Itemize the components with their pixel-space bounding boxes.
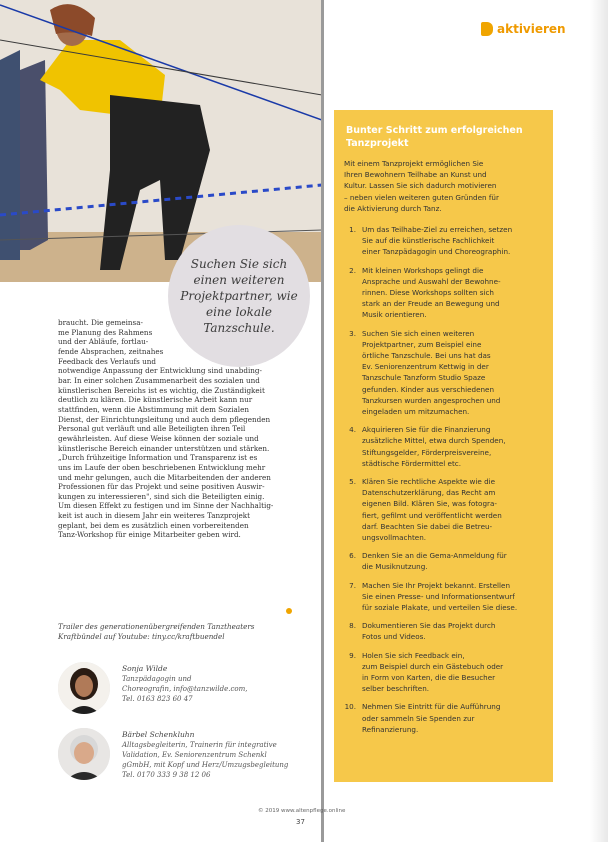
step-text — [362, 265, 546, 321]
contact-detail: Validation, Ev. Seniorenzentrum Schenkl — [122, 751, 267, 759]
step-line: darf. Beachten Sie dabei die Betreu- — [362, 521, 493, 531]
avatar — [58, 662, 110, 714]
pull-quote-text: Suchen Sie sich einen weiteren Projektpartner, wie eine lokale Tanzschule. — [180, 257, 298, 335]
article-line: künstlerische Bereich einander unterstützen und stärken. — [58, 443, 270, 453]
step-line: eigenen Bild. Klären Sie, was fotogra- — [362, 499, 497, 509]
article-line: gewährleisten. Auf diese Weise können der soziale und — [58, 433, 259, 443]
article-line: deutlich zu klären. Die künstlerische Arbeit kann nur — [58, 395, 253, 405]
step-number: 1. — [349, 225, 356, 234]
article-lines — [58, 318, 308, 540]
flag-icon — [481, 22, 493, 36]
step-line: städtische Fördermittel etc. — [362, 458, 462, 468]
step-line: Musik orientieren. — [362, 310, 427, 320]
article-line: künstlerischen Bereichs ist es wichtig, die Zuständigkeit — [58, 385, 265, 395]
article-line: und mehr gelungen, auch die Mitarbeitenden der anderen — [58, 472, 271, 482]
article-line: Dienst, der Einrichtungsleitung und auch dem pflegenden — [58, 414, 271, 424]
step-line: stark an der Freude an Bewegung und — [362, 299, 500, 309]
step-number: 7. — [349, 580, 356, 590]
step-line: Akquirieren Sie für die Finanzierung — [362, 425, 491, 435]
step-line: Ansprache und Auswahl der Bewohne- — [362, 276, 501, 286]
page-gutter — [321, 0, 324, 842]
step-text — [362, 476, 546, 543]
avatar — [58, 728, 110, 780]
step-line: in Form von Karten, die die Besucher — [362, 673, 496, 682]
step-line: fiert, gefilmt und veröffentlicht werden — [362, 510, 502, 520]
step-line: Sie auf die künstlerische Fachlichkeit — [362, 236, 495, 246]
step-text — [362, 580, 546, 614]
article-line: Professionen für das Projekt und seine positiven Auswir- — [58, 482, 265, 492]
article-line: und der Abläufe, fortlau- — [58, 337, 149, 347]
article-line: stattfinden, wenn die Abstimmung mit dem Sozialen — [58, 404, 249, 414]
step-line: zusätzliche Mittel, etwa durch Spenden, — [362, 436, 506, 446]
article-line: Personal gut verläuft und alle Beteiligten ihren Teil — [58, 424, 246, 434]
step-line: Holen Sie sich Feedback ein, — [362, 650, 465, 660]
step-line: Projektpartner, zum Beispiel eine — [362, 339, 482, 349]
step-line: die Musiknutzung. — [362, 562, 428, 572]
step-line: Mit kleinen Workshops gelingt die — [362, 265, 484, 275]
intro-line: Ihren Bewohnern Teilhabe an Kunst und — [344, 170, 487, 180]
article-line: keit ist auch in diesem Jahr ein weiteres Tanzprojekt — [58, 511, 251, 521]
checklist-title: Bunter Schritt zum erfolgreichen Tanzprojekt — [346, 125, 523, 149]
article-line: fende Absprachen, zeitnahes — [58, 346, 164, 356]
step-text — [362, 328, 546, 418]
step-line: Datenschutzerklärung, das Recht am — [362, 488, 496, 498]
step-line: Refinanzierung. — [362, 724, 419, 734]
step-number: 2. — [349, 265, 356, 275]
step-line: Sie einen Presse- und Informationsentwurf — [362, 591, 515, 601]
checklist-box — [334, 110, 553, 782]
contact-detail: Tanzpädagogin und — [122, 675, 192, 683]
step-number: 9. — [349, 650, 356, 660]
step-line: Stiftungsgelder, Förderpreisvereine, — [362, 447, 492, 457]
contact-detail: gGmbH, mit Kopf und Herz/Umzugsbegleitung — [122, 761, 289, 769]
article-body — [58, 318, 308, 540]
contact-name: Sonja Wilde — [122, 664, 168, 673]
contact-detail: Alltagsbegleiterin, Trainerin für integrative — [122, 741, 277, 749]
step-text — [362, 650, 546, 695]
article-line: Um diesen Effekt zu festigen und im Sinne der Nachhaltig- — [58, 501, 274, 511]
contact-name: Bärbel Schenkluhn — [122, 730, 195, 739]
intro-line: Kultur. Lassen Sie sich dadurch motivieren — [344, 181, 497, 191]
step-line: rinnen. Diese Workshops sollten sich — [362, 288, 494, 297]
step-number: 3. — [349, 328, 356, 338]
contact-detail: Choreografin, info@tanzwilde.com, — [122, 685, 248, 693]
article-line: bar. In einer solchen Zusammenarbeit des sozialen und — [58, 375, 260, 385]
step-line: Machen Sie Ihr Projekt bekannt. Erstellen — [362, 580, 511, 590]
intro-line: die Aktivierung durch Tanz. — [344, 203, 442, 213]
article-line: Tanz-Workshop für einige Mitarbeiter geben wird. — [58, 530, 241, 540]
checklist-intro — [344, 158, 544, 214]
caption-line: Trailer des generationenübergreifenden Tanztheaters — [58, 622, 255, 631]
article-line: Feedback des Verlaufs und — [58, 356, 157, 366]
step-line: eingeladen um mitzumachen. — [362, 407, 470, 417]
step-text — [362, 701, 546, 735]
step-line: Klären Sie rechtliche Aspekte wie die — [362, 477, 496, 486]
video-caption — [58, 622, 308, 642]
step-line: oder sammeln Sie Spenden zur — [362, 713, 475, 723]
brand-label: aktivieren — [497, 22, 566, 36]
article-line: me Planung des Rahmens — [58, 327, 153, 337]
contact-card — [58, 728, 318, 788]
step-line: Denken Sie an die Gema-Anmeldung für — [362, 551, 507, 561]
article-line: kungen zu interessieren", sind sich die Beteiligten einig. — [58, 491, 265, 501]
step-line: zum Beispiel durch ein Gästebuch oder — [362, 661, 504, 671]
step-line: gefunden. Kinder aus verschiedenen — [362, 384, 495, 394]
section-brand — [481, 22, 566, 36]
article-line: uns im Laufe der oben beschriebenen Entwicklung mehr — [58, 462, 266, 472]
step-line: Fotos und Videos. — [362, 632, 426, 642]
intro-line: – neben vielen weiteren guten Gründen für — [344, 192, 499, 202]
step-line: Tanzschule Tanzform Studio Spaze — [362, 373, 486, 383]
step-text — [362, 620, 546, 642]
step-line: Dokumentieren Sie das Projekt durch — [362, 621, 496, 631]
step-number: 10. — [344, 702, 356, 712]
step-line: örtliche Tanzschule. Bei uns hat das — [362, 351, 491, 360]
step-line: einer Tanzpädagogin und Choreographin. — [362, 247, 511, 257]
step-text — [362, 424, 546, 469]
article-line: notwendige Anpassung der Entwicklung sind unabding- — [58, 366, 262, 376]
contact-card — [58, 662, 318, 722]
step-number: 4. — [349, 425, 356, 435]
caption-line: Kraftbündel auf Youtube: tiny.cc/kraftbuendel — [58, 632, 225, 641]
end-marker-icon — [286, 608, 292, 614]
step-line: Suchen Sie sich einen weiteren — [362, 328, 475, 338]
footer-url: © 2019 www.altenpflege.online — [258, 808, 346, 814]
article-line: „Durch frühzeitige Information und Transparenz ist es — [58, 453, 258, 463]
step-line: Um das Teilhabe-Ziel zu erreichen, setzen — [362, 225, 513, 234]
step-line: für soziale Plakate, und verteilen Sie diese. — [362, 603, 518, 612]
article-line: geplant, bei dem es zusätzlich einen vorbereitenden — [58, 520, 249, 530]
step-line: Tanzkursen wurden angesprochen und — [362, 395, 501, 405]
step-number: 6. — [349, 551, 356, 561]
page-number: 37 — [296, 818, 305, 826]
step-text — [362, 550, 546, 572]
step-text — [362, 224, 546, 258]
step-line: Nehmen Sie Eintritt für die Aufführung — [362, 702, 501, 712]
step-line: ungsvollmachten. — [362, 533, 427, 543]
intro-line: Mit einem Tanzprojekt ermöglichen Sie — [344, 159, 484, 168]
step-number: 5. — [349, 477, 356, 486]
step-line: Ev. Seniorenzentrum Kettwig in der — [362, 362, 489, 372]
article-line: braucht. Die gemeinsa- — [58, 318, 143, 327]
contact-detail: Tel. 0163 823 60 47 — [122, 695, 193, 703]
step-number: 8. — [349, 621, 356, 631]
page-edge-shade — [590, 0, 608, 842]
contact-detail: Tel. 0170 333 9 38 12 06 — [122, 771, 211, 779]
step-line: selber beschriften. — [362, 684, 430, 694]
